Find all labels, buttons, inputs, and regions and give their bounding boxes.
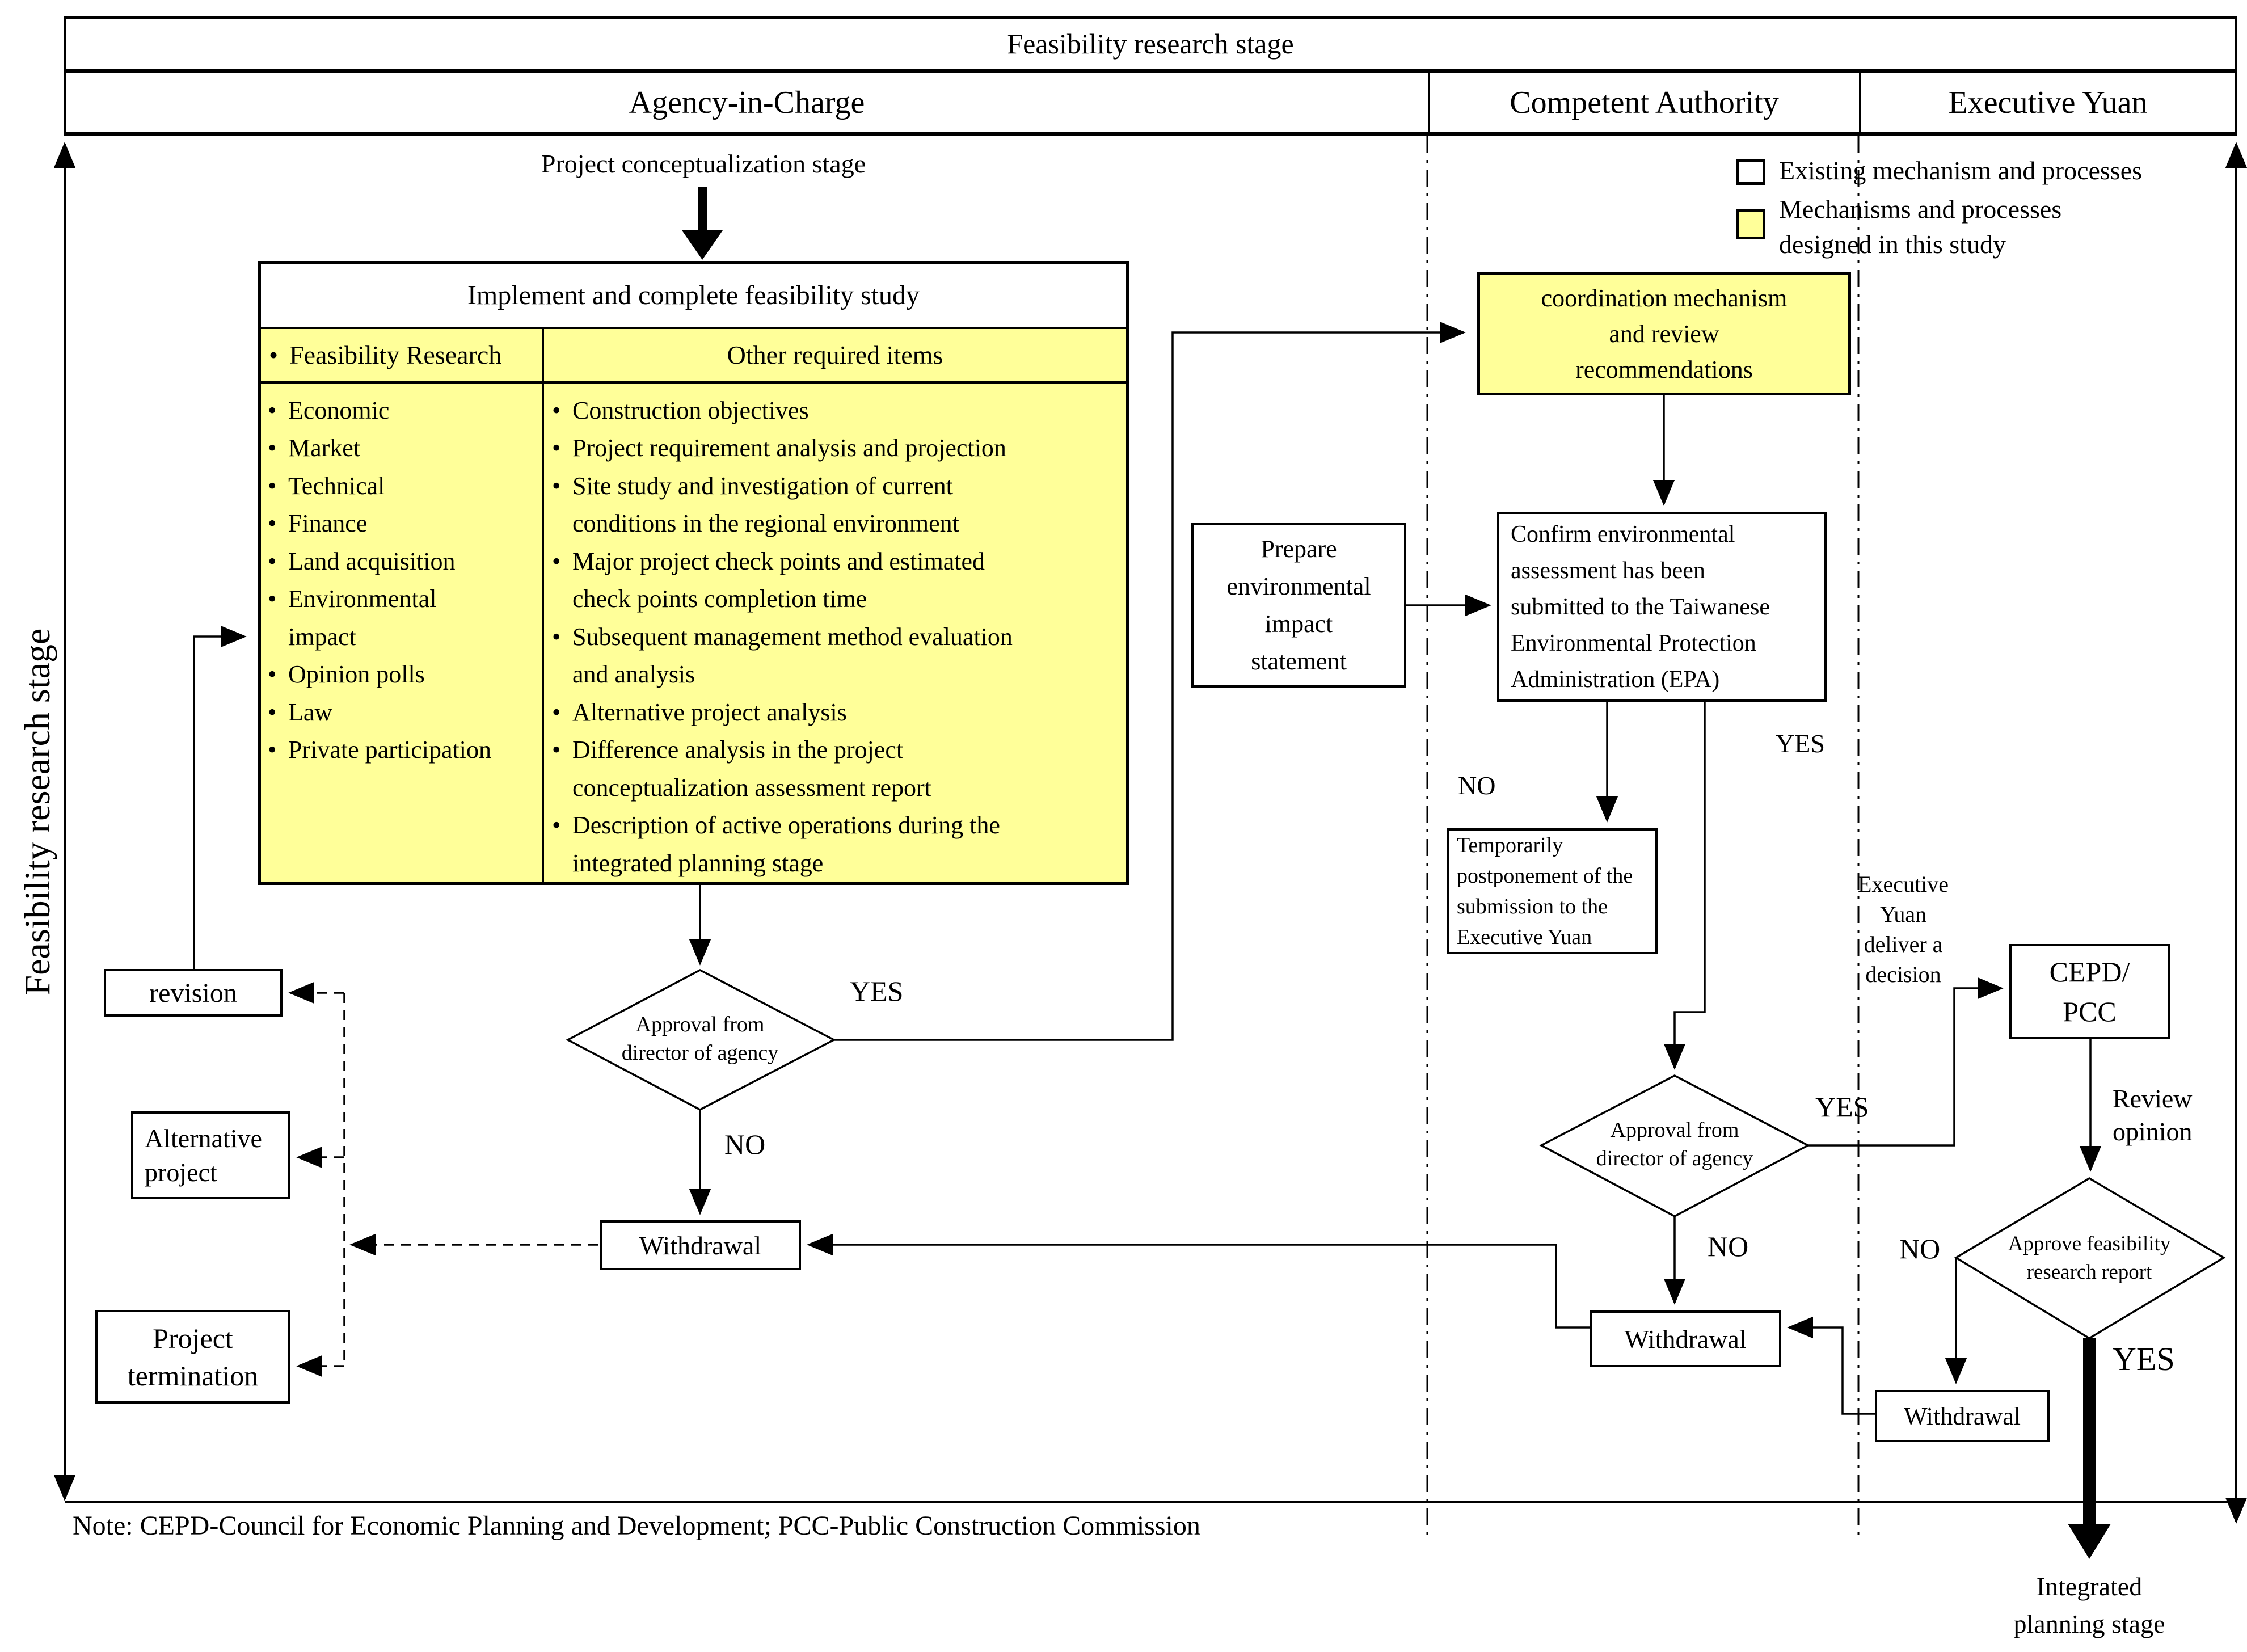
confirm-no-label: NO <box>1458 771 1496 800</box>
legend-designed-swatch <box>1736 209 1765 239</box>
connector-confirm-yes <box>1675 702 1705 1068</box>
list-item: • Description of active operations during the <box>552 807 1126 845</box>
decision2-text: Approval from director of agency <box>1596 1118 1753 1170</box>
list-item: conditions in the regional environment <box>572 509 959 537</box>
list-item: • Finance <box>268 505 542 543</box>
legend-existing-swatch <box>1736 159 1765 185</box>
list-item: • Market <box>268 429 542 467</box>
study-table-body <box>261 384 1126 883</box>
bullet-icon: • <box>268 585 277 613</box>
study-table-column-headers <box>261 329 1126 384</box>
stage-title: Feasibility research stage <box>1007 28 1294 60</box>
withdrawal-box-agency: Withdrawal <box>600 1220 801 1270</box>
executive-deliver-decision-label <box>1855 869 1951 989</box>
text-line: Integrated <box>2036 1572 2143 1601</box>
text-line: Review <box>2113 1084 2193 1113</box>
list-item: • Site study and investigation of current <box>552 467 1126 505</box>
bullet-icon: • <box>268 434 277 462</box>
coordination-mechanism-box: coordination mechanism and review recommendations <box>1477 272 1851 395</box>
lane-header-agency: Agency-in-Charge <box>66 73 1430 132</box>
column-header-feasibility-research: • Feasibility Research <box>261 329 544 381</box>
connector-withdrawal2-to-withdrawal1 <box>809 1245 1590 1328</box>
stage-title-bar <box>64 16 2237 71</box>
other-required-items-list <box>544 384 1126 883</box>
decision3-yes-label: YES <box>2113 1341 2175 1377</box>
list-item: • Construction objectives <box>552 392 1126 430</box>
list-item: check points completion time <box>572 585 867 613</box>
feasibility-research-list <box>261 384 544 883</box>
legend-designed-label <box>1779 192 2061 262</box>
decision1-text: Approval from director of agency <box>621 1013 779 1065</box>
bullet-icon: • <box>268 396 277 424</box>
list-item: • Land acquisition <box>268 543 542 581</box>
bullet-icon: • <box>552 736 561 764</box>
bullet-icon: • <box>552 471 561 500</box>
bullet-icon: • <box>268 547 277 575</box>
list-item: • Major project check points and estimated <box>552 543 1126 581</box>
list-item: • Environmental <box>268 580 542 618</box>
lane-header-row <box>64 71 2237 136</box>
list-item: • Subsequent management method evaluation <box>552 618 1126 656</box>
text-line: planning stage <box>2013 1609 2165 1638</box>
withdrawal-box-executive: Withdrawal <box>1875 1390 2050 1442</box>
list-item: impact <box>288 622 356 651</box>
start-arrow-head <box>682 230 723 260</box>
list-item: • Economic <box>268 392 542 430</box>
text-line: decision <box>1865 962 1941 987</box>
connector-withdrawal3-to-withdrawal2 <box>1789 1328 1875 1414</box>
list-item: and analysis <box>572 660 695 688</box>
alternative-project-box: Alternative project <box>131 1111 290 1199</box>
list-item: • Private participation <box>268 731 542 769</box>
connector-revision-feedback <box>194 637 244 969</box>
column-header-other-required-items: Other required items <box>727 340 943 369</box>
connector-decision3-yes-head <box>2068 1524 2111 1559</box>
bullet-icon: • <box>552 547 561 575</box>
cepd-pcc-box: CEPD/ PCC <box>2009 944 2170 1039</box>
start-label: Project conceptualization stage <box>541 149 866 178</box>
project-termination-box: Project termination <box>95 1310 290 1404</box>
list-item: • Difference analysis in the project <box>552 731 1126 769</box>
bullet-icon: • <box>269 340 279 369</box>
bullet-icon: • <box>552 622 561 651</box>
text-line: Mechanisms and processes <box>1779 195 2062 224</box>
withdrawal-box-competent: Withdrawal <box>1590 1310 1781 1367</box>
list-item: • Alternative project analysis <box>552 694 1126 732</box>
decision2-no-label: NO <box>1708 1230 1749 1262</box>
legend-existing-label: Existing mechanism and processes <box>1779 156 2143 185</box>
footnote: Note: CEPD-Council for Economic Planning and Development; PCC-Public Construction Commission <box>73 1511 1200 1541</box>
bullet-icon: • <box>268 736 277 764</box>
list-item: • Technical <box>268 467 542 505</box>
list-item: • Project requirement analysis and projection <box>552 429 1126 467</box>
text-line: deliver a <box>1864 932 1943 957</box>
text-line: Yuan <box>1879 901 1927 927</box>
bullet-icon: • <box>268 660 277 688</box>
text-line: opinion <box>2113 1117 2193 1146</box>
revision-box: revision <box>104 969 283 1017</box>
bullet-icon: • <box>552 434 561 462</box>
review-opinion-label <box>2113 1082 2193 1148</box>
bullet-icon: • <box>552 811 561 839</box>
bullet-icon: • <box>268 509 277 537</box>
text-line: Executive <box>1858 871 1949 897</box>
bullet-icon: • <box>552 698 561 726</box>
list-item: • Law <box>268 694 542 732</box>
decision1-no-label: NO <box>724 1128 766 1160</box>
bullet-icon: • <box>268 471 277 500</box>
prepare-eis-box: Prepare environmental impact statement <box>1191 523 1406 688</box>
temporary-postponement-box: Temporarily postponement of the submission to the Executive Yuan <box>1447 828 1658 954</box>
bullet-icon: • <box>552 396 561 424</box>
list-item: conceptualization assessment report <box>572 773 931 802</box>
study-table-title: Implement and complete feasibility study <box>261 264 1126 329</box>
list-item: integrated planning stage <box>572 849 824 877</box>
bullet-icon: • <box>268 698 277 726</box>
confirm-ea-submitted-box: Confirm environmental assessment has been submitted to the Taiwanese Environmental Protection Administration (EPA) <box>1497 512 1827 702</box>
integrated-planning-stage-label <box>1947 1568 2231 1643</box>
confirm-yes-label: YES <box>1776 729 1825 758</box>
lane-header-executive: Executive Yuan <box>1948 85 2148 120</box>
feasibility-study-table <box>258 261 1129 885</box>
decision3-text: Approve feasibility research report <box>2008 1232 2171 1284</box>
decision2-yes-label: YES <box>1815 1091 1869 1123</box>
list-item: • Opinion polls <box>268 656 542 694</box>
side-stage-label: Feasibility research stage <box>17 628 57 996</box>
text-line: designed in this study <box>1779 230 2006 259</box>
decision3-no-label: NO <box>1899 1233 1941 1265</box>
decision1-yes-label: YES <box>850 975 904 1007</box>
lane-header-competent: Competent Authority <box>1430 73 1861 132</box>
